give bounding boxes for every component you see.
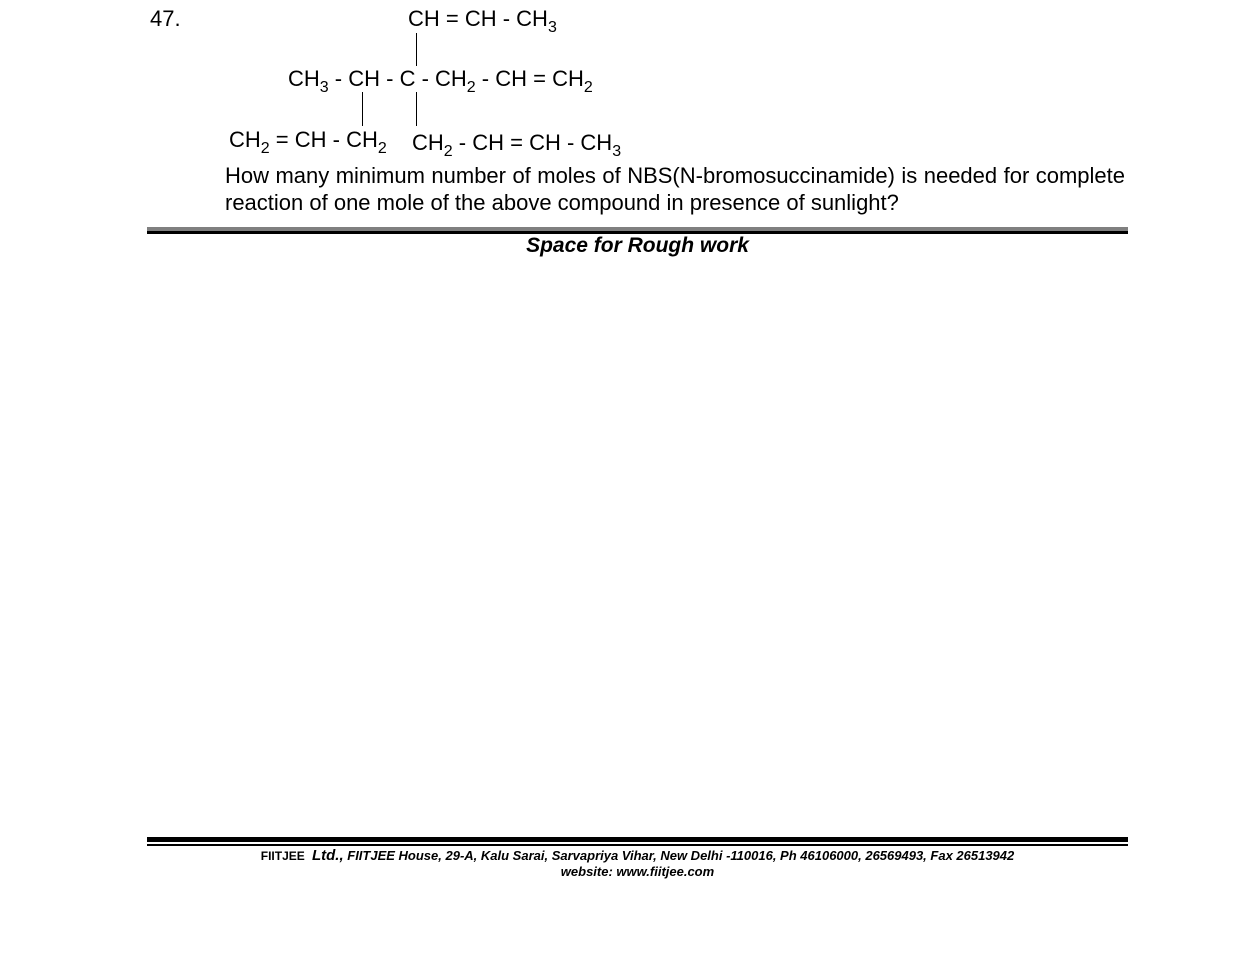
subscript: 3 — [547, 19, 557, 36]
footer-rule — [147, 844, 1128, 846]
lower-left-chain — [229, 127, 387, 157]
footer — [0, 848, 1238, 880]
main-chain-text: - CH = CH — [475, 66, 584, 91]
main-chain — [288, 66, 593, 96]
lower-right-text: - CH = CH - CH — [452, 130, 613, 155]
lower-left-text: = CH - CH — [269, 127, 378, 152]
subscript: 2 — [260, 140, 270, 157]
footer-website: website: www.fiitjee.com — [560, 864, 715, 879]
main-chain-text: CH — [288, 66, 320, 91]
bond-line — [416, 33, 417, 66]
footer-address: FIITJEE House, 29-A, Kalu Sarai, Sarvapriya Vihar, New Delhi -110016, Ph 46106000, 26569493, Fax 26513942 — [343, 848, 1015, 863]
main-chain-text: - CH - C - CH — [328, 66, 467, 91]
lower-left-text: CH — [229, 127, 261, 152]
question-number: 47. — [150, 6, 181, 31]
subscript: 3 — [319, 79, 329, 96]
subscript: 2 — [443, 143, 453, 160]
subscript: 2 — [583, 79, 593, 96]
lower-right-text: CH — [412, 130, 444, 155]
subscript: 3 — [612, 143, 622, 160]
question-text: How many minimum number of moles of NBS(N-bromosuccinamide) is needed for complete reaction of one mole of the above compound in presence of sunlight? — [225, 163, 1125, 215]
subscript: 2 — [466, 79, 476, 96]
footer-address-line — [0, 848, 1238, 864]
top-chain-text: CH = CH - CH — [408, 6, 548, 31]
footer-rule — [147, 837, 1128, 842]
bond-line — [362, 92, 363, 126]
footer-brand: FIITJEE — [260, 849, 305, 863]
subscript: 2 — [377, 140, 387, 157]
bond-line — [416, 92, 417, 126]
top-chain — [408, 6, 557, 36]
footer-ltd: Ltd., — [311, 847, 344, 864]
rough-work-label: Space for Rough work — [526, 234, 749, 257]
lower-right-chain — [412, 130, 622, 160]
